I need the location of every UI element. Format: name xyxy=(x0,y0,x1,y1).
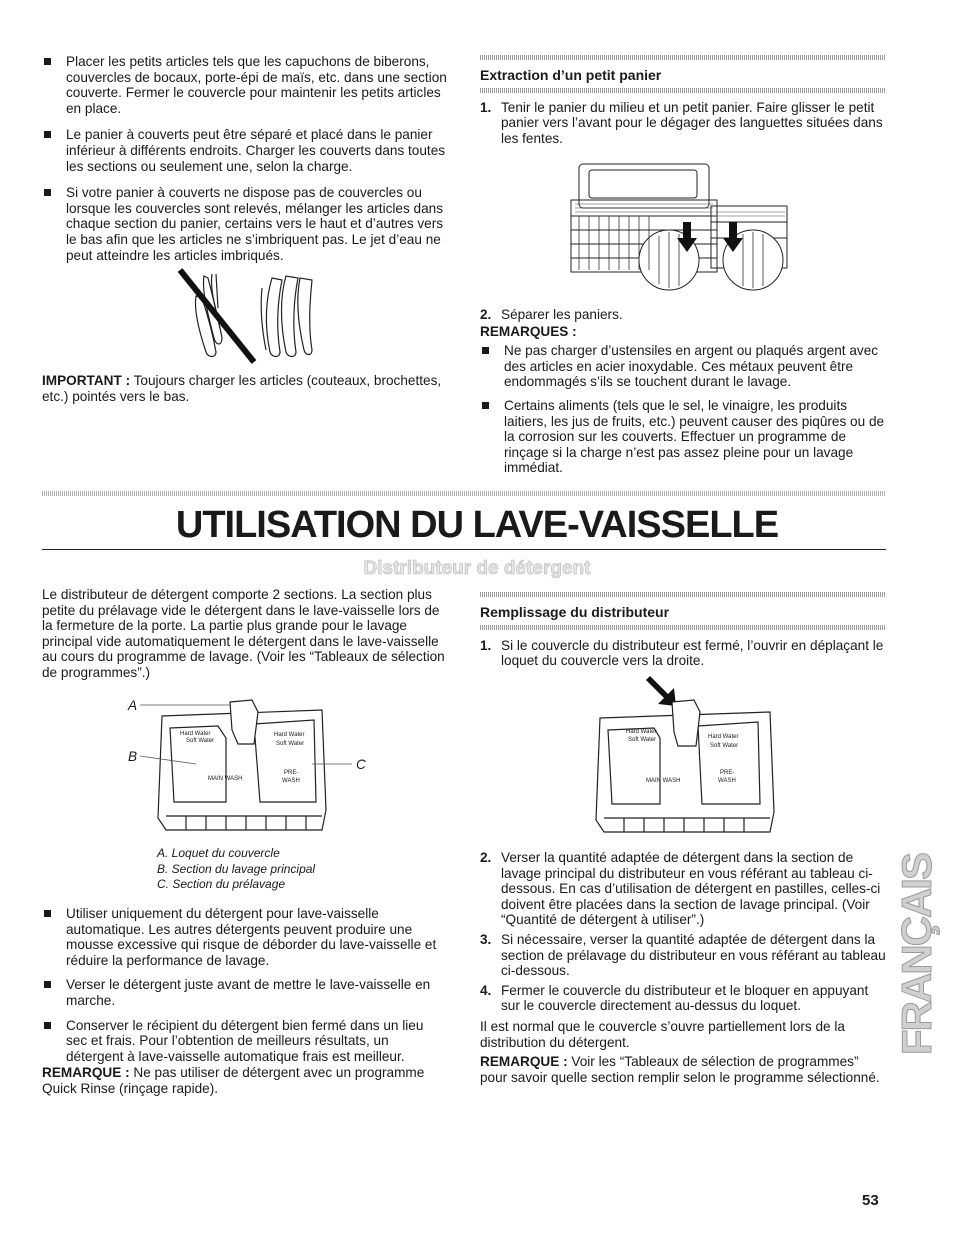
step-item xyxy=(480,638,886,669)
step-item xyxy=(480,932,886,979)
step-text: Séparer les paniers. xyxy=(501,307,623,322)
page-title: UTILISATION DU LAVE-VAISSELLE xyxy=(175,504,779,546)
list-item: Verser le détergent juste avant de mettre le lave-vaisselle en marche. xyxy=(42,977,448,1008)
right-top-column-continued xyxy=(480,307,886,485)
dispenser-drawing xyxy=(590,672,780,838)
caption-b: B. Section du lavage principal xyxy=(157,861,316,876)
step-text: Si le couvercle du distributeur est fermé, l’ouvrir en déplaçant le loquet du couvercle vers la droite. xyxy=(501,637,884,669)
list-item: Conserver le récipient du détergent bien fermé dans un lieu sec et frais. Pour l’obtention de meilleurs résultats, un détergent à lave-vaisselle automatique frais est meilleur. xyxy=(42,1018,448,1065)
soft-water-text: Soft Water xyxy=(276,741,305,747)
step-item xyxy=(480,307,886,323)
soft-water-text: Soft Water xyxy=(186,738,215,744)
step-number: 3. xyxy=(480,931,492,947)
remarque-text: Voir les “Tableaux de sélection de programmes” pour savoir quelle section remplir selon le programme sélectionné. xyxy=(480,1054,880,1085)
soft-water-text: Soft Water xyxy=(710,743,739,749)
main-wash-text: MAIN WASH xyxy=(208,776,243,782)
page-number: 53 xyxy=(862,1192,879,1209)
label-a: A xyxy=(128,698,138,713)
dispenser-diagram-open xyxy=(590,672,780,838)
right-bottom-steps xyxy=(480,850,886,1085)
language-side-tab: FRANÇAIS xyxy=(893,854,940,1055)
section-heading: Remplissage du distributeur xyxy=(480,604,670,620)
remarque-text: Ne pas utiliser de détergent avec un programme Quick Rinse (rinçage rapide). xyxy=(42,1065,425,1096)
list-item: Certains aliments (tels que le sel, le vinaigre, les produits laitiers, les jus de fruits, etc.) peuvent causer des piqûres ou de la corrosion sur les couverts. Effectuer un programme de rinçage si la charge n’est pas assez pleine pour un lavage immédiat. xyxy=(480,398,886,476)
remarque-note xyxy=(480,1054,886,1085)
figure-captions xyxy=(157,846,417,893)
step-number: 1. xyxy=(480,637,492,653)
hard-water-text: Hard Water xyxy=(626,729,657,735)
step-item xyxy=(480,983,886,1014)
hard-water-text: Hard Water xyxy=(180,731,211,737)
section-rule xyxy=(480,592,886,597)
info-paragraph: Il est normal que le couvercle s’ouvre partiellement lors de la distribution du détergent. xyxy=(480,1018,845,1050)
hard-water-text: Hard Water xyxy=(708,734,739,740)
label-b: B xyxy=(128,749,138,764)
step-number: 2. xyxy=(480,307,492,322)
pre-text: PRE- xyxy=(284,770,299,776)
dispenser-drawing xyxy=(126,698,376,838)
left-top-column xyxy=(42,54,448,272)
wash-text: WASH xyxy=(718,778,736,784)
intro-paragraph: Le distributeur de détergent comporte 2 sections. La section plus petite du prélavage vide le détergent dans le lave-vaisselle lors de la fermeture de la porte. La partie plus grande pour le lavage principal vide automatiquement le détergent dans le lave-vaisselle au cours du programme de lavage. (Voir les “Tableaux de sélection de programmes”.) xyxy=(42,587,445,680)
utensils-illustration xyxy=(176,268,326,364)
list-item: Placer les petits articles tels que les capuchons de biberons, couvercles de bocaux, porte-épi de maïs, etc. dans une section couverte. Fermer le couvercle pour maintenir les petits articles en place. xyxy=(42,54,448,116)
wash-text: WASH xyxy=(282,778,300,784)
right-top-column xyxy=(480,55,886,146)
remarque-label: REMARQUE : xyxy=(42,1065,130,1081)
list-item: Si votre panier à couverts ne dispose pas de couvercles ou lorsque les couvercles sont relevés, mélanger les articles dans chaque section du panier, certains vers le haut et d’autres vers le bas afin que les articles ne s’imbriquent pas. Le jet d’eau ne peut atteindre les articles imbriqués. xyxy=(42,185,448,263)
list-item: Ne pas charger d’ustensiles en argent ou plaqués argent avec des articles en acier inoxydable. Ces métaux peuvent être endommagés s’ils se touchent durant le lavage. xyxy=(480,343,886,390)
important-label: IMPORTANT : xyxy=(42,373,131,388)
list-item: Utiliser uniquement du détergent pour lave-vaisselle automatique. Les autres détergents peuvent produire une mousse excessive qui risque de déborder du lave-vaisselle et réduire la performance de lavage. xyxy=(42,906,448,968)
step-text: Tenir le panier du milieu et un petit panier. Faire glisser le petit panier vers l’avant pour le dégager des languettes situées dans les fentes. xyxy=(501,99,883,146)
section-rule xyxy=(480,88,886,93)
remarque-note xyxy=(42,1065,448,1096)
step-number: 4. xyxy=(480,982,492,998)
step-item xyxy=(480,100,886,147)
step-text: Si nécessaire, verser la quantité adaptée de détergent dans la section de prélavage du distributeur en vous référant au tableau ci-dessous. xyxy=(501,931,886,979)
step-number: 1. xyxy=(480,99,492,115)
section-rule xyxy=(480,625,886,630)
remarques-label: REMARQUES : xyxy=(480,323,577,339)
step-number: 2. xyxy=(480,850,492,865)
title-bottom-rule xyxy=(42,549,886,550)
list-item: Le panier à couverts peut être séparé et placé dans le panier inférieur à différents endroits. Charger les couverts dans toutes les sections ou seulement une, selon la charge. xyxy=(42,127,448,174)
basket-illustration xyxy=(565,160,793,298)
section-rule xyxy=(480,55,886,60)
main-wash-text: MAIN WASH xyxy=(646,778,681,784)
caption-a: A. Loquet du couvercle xyxy=(157,846,280,860)
title-top-rule xyxy=(42,491,886,496)
important-note xyxy=(42,373,448,404)
important-text: Toujours charger les articles (couteaux, brochettes, etc.) pointés vers le bas. xyxy=(42,373,442,404)
hard-water-text: Hard Water xyxy=(274,732,305,738)
soft-water-text: Soft Water xyxy=(628,737,657,743)
right-bottom-column xyxy=(480,592,886,669)
left-bottom-column xyxy=(42,587,448,681)
section-subtitle: Distributeur de détergent xyxy=(363,558,591,579)
section-heading: Extraction d’un petit panier xyxy=(480,67,662,83)
caption-c: C. Section du prélavage xyxy=(157,877,286,891)
label-c: C xyxy=(356,757,366,772)
step-text: Verser la quantité adaptée de détergent dans la section de lavage principal du distributeur en vous référant au tableau ci-dessous. En cas d’utilisation de détergent en pastilles, celles-ci doivent être placées dans la section de lavage principal. (Voir “Quantité de détergent à utiliser”.) xyxy=(501,850,881,928)
remarque-label: REMARQUE : xyxy=(480,1054,568,1070)
pre-text: PRE- xyxy=(720,770,735,776)
step-item xyxy=(480,850,886,928)
left-bottom-bullets xyxy=(42,906,448,1097)
step-text: Fermer le couvercle du distributeur et le bloquer en appuyant sur le couvercle directement au-dessus du loquet. xyxy=(501,982,869,1014)
dispenser-diagram-labeled xyxy=(126,698,376,838)
